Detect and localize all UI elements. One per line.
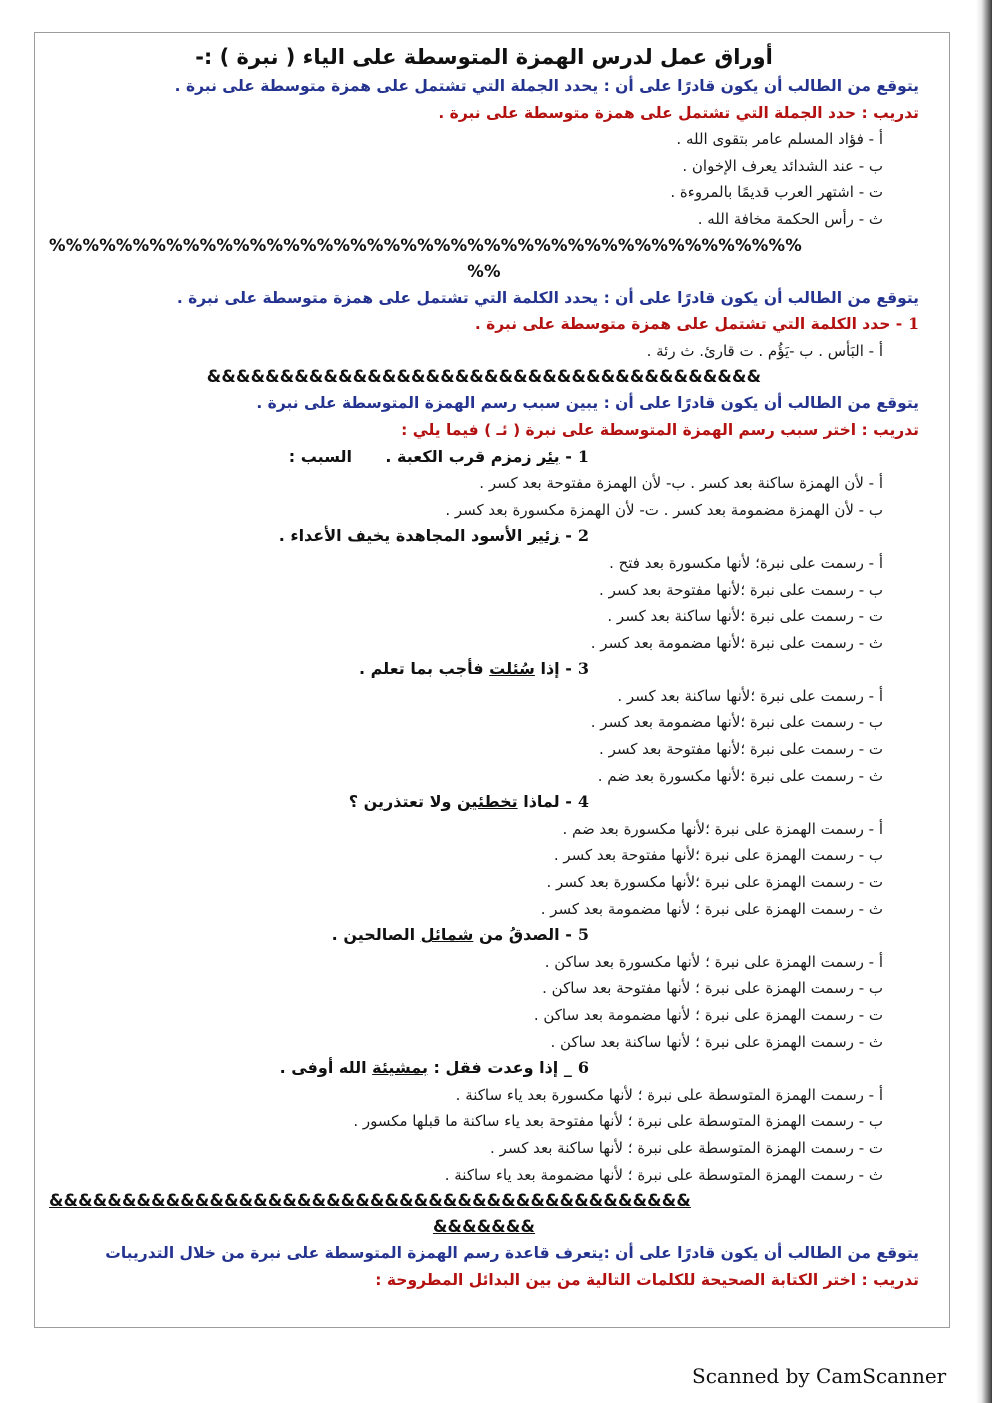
page-edge-shadow — [976, 0, 992, 1403]
underlined-word: زئير — [527, 526, 560, 546]
option-3-5a: أ - رسمت الهمزة على نبرة ؛ لأنها مكسورة بعد ساكن . — [544, 952, 883, 971]
option-1d: ث - رأس الحكمة مخافة الله . — [697, 209, 883, 228]
worksheet-title: أوراق عمل لدرس الهمزة المتوسطة على الياء ( نبرة ) :- — [195, 45, 773, 69]
question-3-4 — [49, 789, 919, 816]
question-prefix: - إذا — [540, 659, 572, 679]
training-4: تدريب : اختر الكتابة الصحيحة للكلمات التالية من بين البدائل المطروحة : — [375, 1270, 919, 1289]
question-3-2 — [49, 523, 919, 550]
question-prefix: - الصدقُ من — [478, 925, 572, 945]
objective-4: يتوقع من الطالب أن يكون قادرًا على أن :يتعرف قاعدة رسم الهمزة المتوسطة على نبرة من خلال التدريبات — [105, 1244, 919, 1263]
underlined-word: سُئلت — [489, 659, 535, 679]
objective-2: يتوقع من الطالب أن يكون قادرًا على أن : يحدد الكلمة التي تشتمل على همزة متوسطة على نبرة . — [176, 288, 919, 307]
question-number: 3 — [577, 659, 589, 679]
question-3-6 — [49, 1055, 919, 1082]
scanner-watermark: Scanned by CamScanner — [692, 1364, 947, 1388]
question-rest: ولا تعتذرين ؟ — [348, 792, 458, 812]
separator-percent: %%%%%%%%%%%%%%%%%%%%%%%%%%%%%%%%%%%%%%%%%%%%% — [49, 235, 802, 255]
option-3-3b: ب - رسمت على نبرة ؛لأنها مضمومة بعد كسر . — [590, 713, 883, 732]
question-2-1 — [49, 311, 919, 338]
question-prefix: _ إذا وعدت فقل : — [433, 1058, 572, 1078]
reason-label: السبب : — [288, 446, 352, 466]
training-3: تدريب : اختر سبب رسم الهمزة المتوسطة على نبرة ( ئـ ) فيما يلي : — [401, 420, 919, 439]
underlined-word: بئر — [537, 446, 560, 466]
separator-amp-2: &&&&&&&&&&&&&&&&&&&&&&&&&&&&&&&&&&&&&&&&&&&& — [49, 1191, 691, 1211]
worksheet-content — [49, 41, 919, 1293]
question-3-3 — [49, 656, 919, 683]
option-1a: أ - فؤاد المسلم عامر بتقوى الله . — [676, 130, 883, 149]
separator-percent-tail: %% — [467, 261, 501, 281]
option-3-3a: أ - رسمت على نبرة ؛لأنها ساكنة بعد كسر . — [617, 686, 883, 705]
option-3-3c: ت - رسمت على نبرة ؛لأنها مفتوحة بعد كسر . — [599, 740, 883, 759]
question-rest: زمزم قرب الكعبة . — [385, 446, 532, 466]
question-prefix: - — [565, 526, 572, 546]
question-number: 1 — [577, 446, 589, 466]
option-3-5c: ت - رسمت الهمزة على نبرة ؛ لأنها مضمومة بعد ساكن . — [533, 1006, 883, 1024]
options-2-1: أ - البَأس . ب -يَؤُم . ت قارئ. ث رئة . — [646, 341, 883, 360]
question-rest: الصالحين . — [331, 925, 421, 945]
option-3-4a: أ - رسمت الهمزة على نبرة ؛لأنها مكسورة بعد ضم . — [562, 819, 883, 838]
question-number: 1 — [908, 314, 919, 334]
option-3-2c: ت - رسمت على نبرة ؛لأنها ساكنة بعد كسر . — [607, 607, 883, 626]
separator-amp-1: &&&&&&&&&&&&&&&&&&&&&&&&&&&&&&&&&&&&&& — [206, 367, 762, 387]
question-number: 6 — [577, 1058, 589, 1078]
question-number: 2 — [577, 526, 589, 546]
option-3-6a: أ - رسمت الهمزة المتوسطة على نبرة ؛ لأنها مكسورة بعد ياء ساكنة . — [455, 1085, 883, 1104]
option-3-1b: ب - لأن الهمزة مضمومة بعد كسر . ت- لأن الهمزة مكسورة بعد كسر . — [445, 500, 883, 519]
underlined-word: تخطئين — [457, 792, 518, 812]
option-1c: ت - اشتهر العرب قديمًا بالمروءة . — [670, 183, 883, 202]
separator-amp-2-tail: &&&&&&& — [432, 1217, 536, 1237]
option-3-5b: ب - رسمت الهمزة على نبرة ؛ لأنها مفتوحة بعد ساكن . — [542, 979, 883, 998]
question-number: 4 — [577, 792, 589, 812]
option-3-4d: ث - رسمت الهمزة على نبرة ؛ لأنها مضمومة بعد كسر . — [540, 899, 883, 918]
training-1: تدريب : حدد الجملة التي تشتمل على همزة متوسطة على نبرة . — [438, 103, 919, 122]
option-3-1a: أ - لأن الهمزة ساكنة بعد كسر . ب- لأن الهمزة مفتوحة بعد كسر . — [479, 474, 883, 493]
question-text: - حدد الكلمة التي تشتمل على همزة متوسطة على نبرة . — [474, 315, 903, 334]
objective-1: يتوقع من الطالب أن يكون قادرًا على أن : يحدد الجملة التي تشتمل على همزة متوسطة على نبرة . — [174, 77, 919, 95]
question-rest: الأسود المجاهدة يخيف الأعداء . — [278, 526, 528, 546]
question-prefix: - لماذا — [523, 792, 572, 812]
objective-3: يتوقع من الطالب أن يكون قادرًا على أن : يبين سبب رسم الهمزة المتوسطة على نبرة . — [256, 394, 919, 413]
underlined-word: شمائل — [420, 925, 474, 945]
question-rest: فأجب بما تعلم . — [358, 659, 490, 679]
worksheet-page — [34, 32, 950, 1328]
option-3-6c: ت - رسمت الهمزة المتوسطة على نبرة ؛ لأنها ساكنة بعد كسر . — [490, 1138, 883, 1157]
question-3-1 — [49, 444, 919, 471]
option-3-3d: ث - رسمت على نبرة ؛لأنها مكسورة بعد ضم . — [597, 766, 883, 785]
option-3-2a: أ - رسمت على نبرة؛ لأنها مكسورة بعد فتح . — [609, 553, 883, 572]
underlined-word: بمشيئة — [372, 1058, 428, 1078]
option-3-5d: ث - رسمت الهمزة على نبرة ؛ لأنها ساكنة بعد ساكن . — [550, 1032, 883, 1051]
question-prefix: - — [565, 446, 572, 466]
option-3-6b: ب - رسمت الهمزة المتوسطة على نبرة ؛ لأنها مفتوحة بعد ياء ساكنة ما قبلها مكسور . — [353, 1112, 883, 1131]
question-3-5 — [49, 922, 919, 949]
option-3-2d: ث - رسمت على نبرة ؛لأنها مضمومة بعد كسر . — [590, 633, 883, 652]
option-3-2b: ب - رسمت على نبرة ؛لأنها مفتوحة بعد كسر . — [599, 580, 883, 599]
question-rest: الله أوفى . — [279, 1058, 373, 1078]
question-number: 5 — [577, 925, 589, 945]
option-3-6d: ث - رسمت الهمزة المتوسطة على نبرة ؛ لأنها مضمومة بعد ياء ساكنة . — [444, 1165, 883, 1184]
option-3-4c: ت - رسمت الهمزة على نبرة ؛لأنها مكسورة بعد كسر . — [546, 873, 883, 892]
option-1b: ب - عند الشدائد يعرف الإخوان . — [682, 156, 883, 175]
option-3-4b: ب - رسمت الهمزة على نبرة ؛لأنها مفتوحة بعد كسر . — [553, 846, 883, 865]
